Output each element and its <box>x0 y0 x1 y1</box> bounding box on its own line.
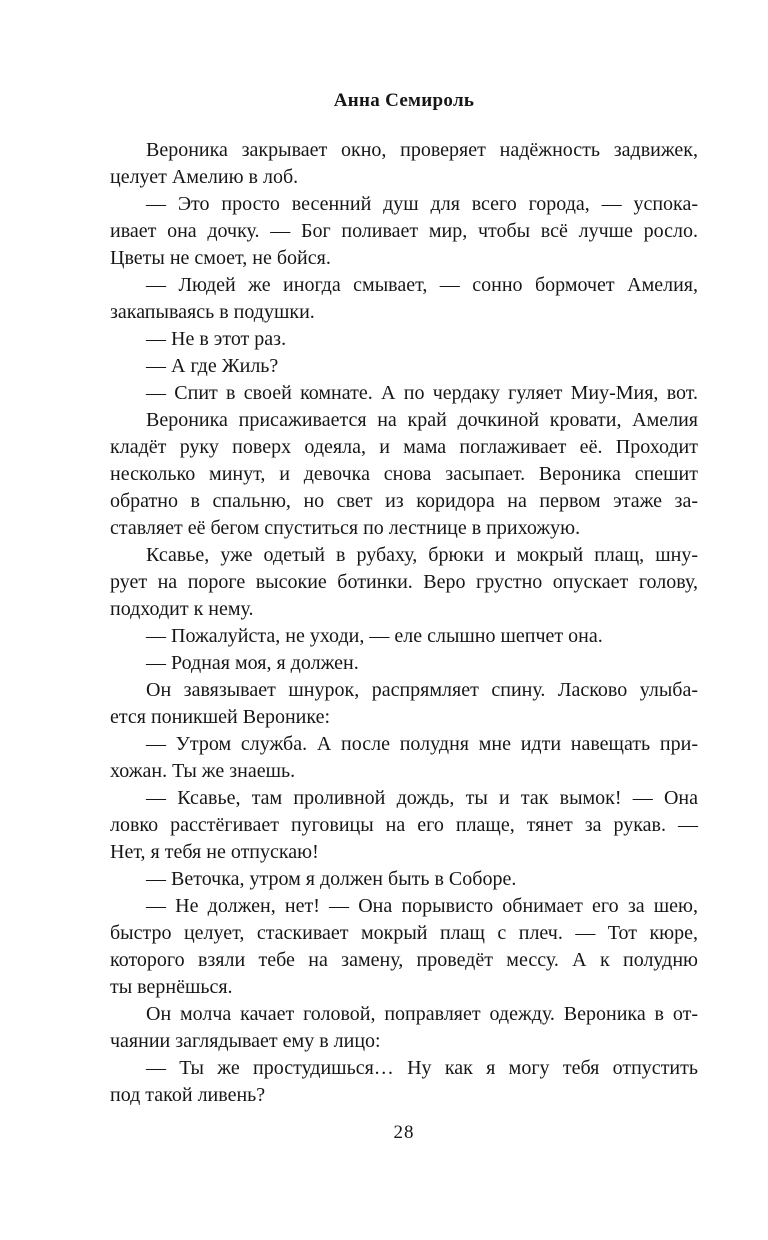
text-line: рует на пороге высокие ботинки. Веро грустно опускает голову, <box>110 571 698 593</box>
text-line: — Не должен, нет! — Она порывисто обнимает его за шею, <box>146 895 698 917</box>
text-line: Цветы не смоет, не бойся. <box>110 247 331 269</box>
text-column <box>110 90 698 1109</box>
text-line: Он молча качает головой, поправляет одежду. Вероника в от- <box>146 1003 698 1025</box>
text-line: — А где Жиль? <box>146 355 279 377</box>
text-line: хожан. Ты же знаешь. <box>110 760 296 782</box>
text-line: — Это просто весенний душ для всего города, — успока- <box>146 193 698 215</box>
text-line: — Ты же простудишься… Ну как я могу тебя отпустить <box>146 1057 698 1079</box>
text-line: которого взяли тебе на замену, проведёт мессу. А к полудню <box>110 949 698 971</box>
text-line: ивает она дочку. — Бог поливает мир, чтобы всё лучше росло. <box>110 220 698 242</box>
text-line: Вероника присаживается на край дочкиной кровати, Амелия <box>146 409 698 431</box>
text-line: чаянии заглядывает ему в лицо: <box>110 1030 381 1052</box>
text-line: ставляет её бегом спуститься по лестнице в прихожую. <box>110 517 581 539</box>
text-line: Нет, я тебя не отпускаю! <box>110 841 319 863</box>
text-line: под такой ливень? <box>110 1084 266 1106</box>
text-line: быстро целует, стаскивает мокрый плащ с плеч. — Тот кюре, <box>110 922 698 944</box>
text-line: ется поникшей Веронике: <box>110 706 331 728</box>
page-text <box>110 137 698 1109</box>
text-line: целует Амелию в лоб. <box>110 166 299 188</box>
text-line: Вероника закрывает окно, проверяет надёжность задвижек, <box>146 139 698 161</box>
text-line: — Ксавье, там проливной дождь, ты и так вымок! — Она <box>146 787 698 809</box>
text-line: — Людей же иногда смывает, — сонно бормочет Амелия, <box>146 274 698 296</box>
text-line: обратно в спальню, но свет из коридора на первом этаже за- <box>110 490 698 512</box>
text-line: — Веточка, утром я должен быть в Соборе. <box>146 868 517 890</box>
text-line: Он завязывает шнурок, распрямляет спину. Ласково улыба- <box>146 679 698 701</box>
text-line: — Родная моя, я должен. <box>146 652 359 674</box>
text-line: кладёт руку поверх одеяла, и мама поглаживает её. Проходит <box>110 436 698 458</box>
text-line: ты вернёшься. <box>110 976 233 998</box>
text-line: ловко расстёгивает пуговицы на его плаще, тянет за рукав. — <box>110 814 698 836</box>
text-line: — Утром служба. А после полудня мне идти навещать при- <box>146 733 698 755</box>
text-line: несколько минут, и девочка снова засыпает. Вероника спешит <box>110 463 698 485</box>
text-line: — Не в этот раз. <box>146 328 287 350</box>
text-line: подходит к нему. <box>110 598 254 620</box>
text-line: закапываясь в подушки. <box>110 301 315 323</box>
text-line: — Спит в своей комнате. А по чердаку гуляет Миу-Мия, вот. <box>146 382 698 404</box>
text-line: — Пожалуйста, не уходи, — еле слышно шепчет она. <box>146 625 603 647</box>
text-line: Ксавье, уже одетый в рубаху, брюки и мокрый плащ, шну- <box>146 544 698 566</box>
page-number: 28 <box>393 1122 415 1143</box>
running-head-author: Анна Семироль <box>333 90 475 111</box>
